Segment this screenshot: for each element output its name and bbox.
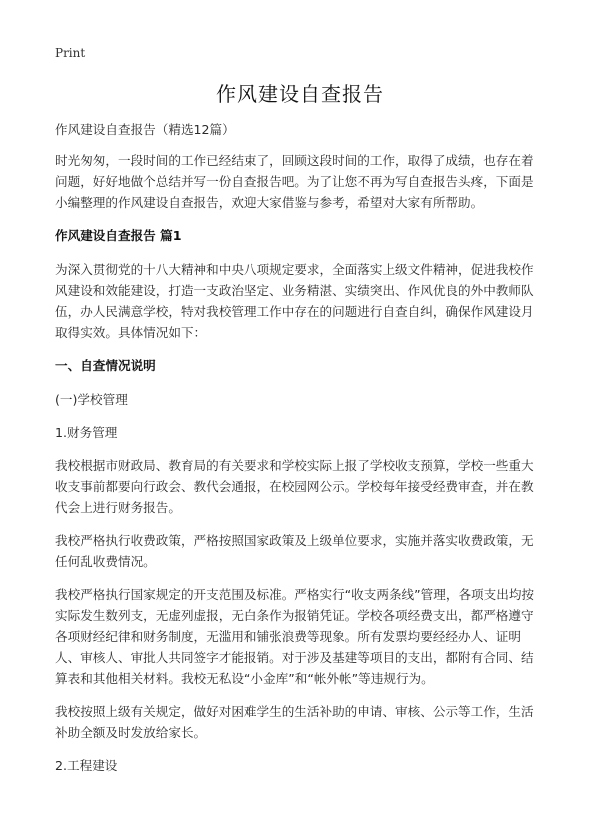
heading-financial-management: 1.财务管理 bbox=[55, 425, 118, 440]
paragraph-student-aid: 我校按照上级有关规定，做好对困难学生的生活补助的申请、审核、公示等工作，生活补助全额及时发放给家长。 bbox=[55, 704, 534, 740]
section-intro-paragraph: 为深入贯彻党的十八大精神和中央八项规定要求，全面落实上级文件精神，促进我校作风建设和效能建设，打造一支政治坚定、业务精湛、实绩突出、作风优良的外中教师队伍，办人民满意学校，特对我校管理工作中存在的问题进行自查自纠，确保作风建设月取得实效。具体情况如下： bbox=[55, 262, 534, 340]
print-link[interactable]: Print bbox=[55, 46, 86, 60]
document-body bbox=[55, 119, 545, 788]
paragraph-budget: 我校根据市财政局、教育局的有关要求和学校实际上报了学校收支预算，学校一些重大收支事前都要向行政会、教代会通报，在校园网公示。学校每年接受经费审查，并在教代会上进行财务报告。 bbox=[55, 458, 534, 515]
page-title: 作风建设自查报告 bbox=[216, 82, 384, 106]
heading-construction: 2.工程建设 bbox=[55, 758, 118, 773]
heading-self-check: 一、自查情况说明 bbox=[55, 358, 156, 373]
heading-school-management: (一)学校管理 bbox=[55, 392, 128, 407]
paragraph-expenditure: 我校严格执行国家规定的开支范围及标准。严格实行“收支两条线”管理，各项支出均按实际发生数列支，无虚列虚报，无白条作为报销凭证。学校各项经费支出，都严格遵守各项财经纪律和财务制度，无滥用和铺张浪费等现象。所有发票均要经经办人、证明人、审核人、审批人共同签字才能报销。对于涉及基建等项目的支出，都附有合同、结算表和其他相关材料。我校无私设“小金库”和“帐外帐”等违规行为。 bbox=[55, 587, 535, 686]
section-heading: 作风建设自查报告 篇1 bbox=[55, 228, 182, 243]
paragraph-fees: 我校严格执行收费政策，严格按照国家政策及上级单位要求，实施并落实收费政策，无任何乱收费情况。 bbox=[55, 533, 534, 569]
document-subtitle: 作风建设自查报告（精选12篇） bbox=[55, 122, 235, 137]
intro-paragraph: 时光匆匆，一段时间的工作已经结束了，回顾这段时间的工作，取得了成绩，也存在着问题，好好地做个总结并写一份自查报告吧。为了让您不再为写自查报告头疼，下面是小编整理的作风建设自查报告，欢迎大家借鉴与参考，希望对大家有所帮助。 bbox=[55, 153, 534, 210]
